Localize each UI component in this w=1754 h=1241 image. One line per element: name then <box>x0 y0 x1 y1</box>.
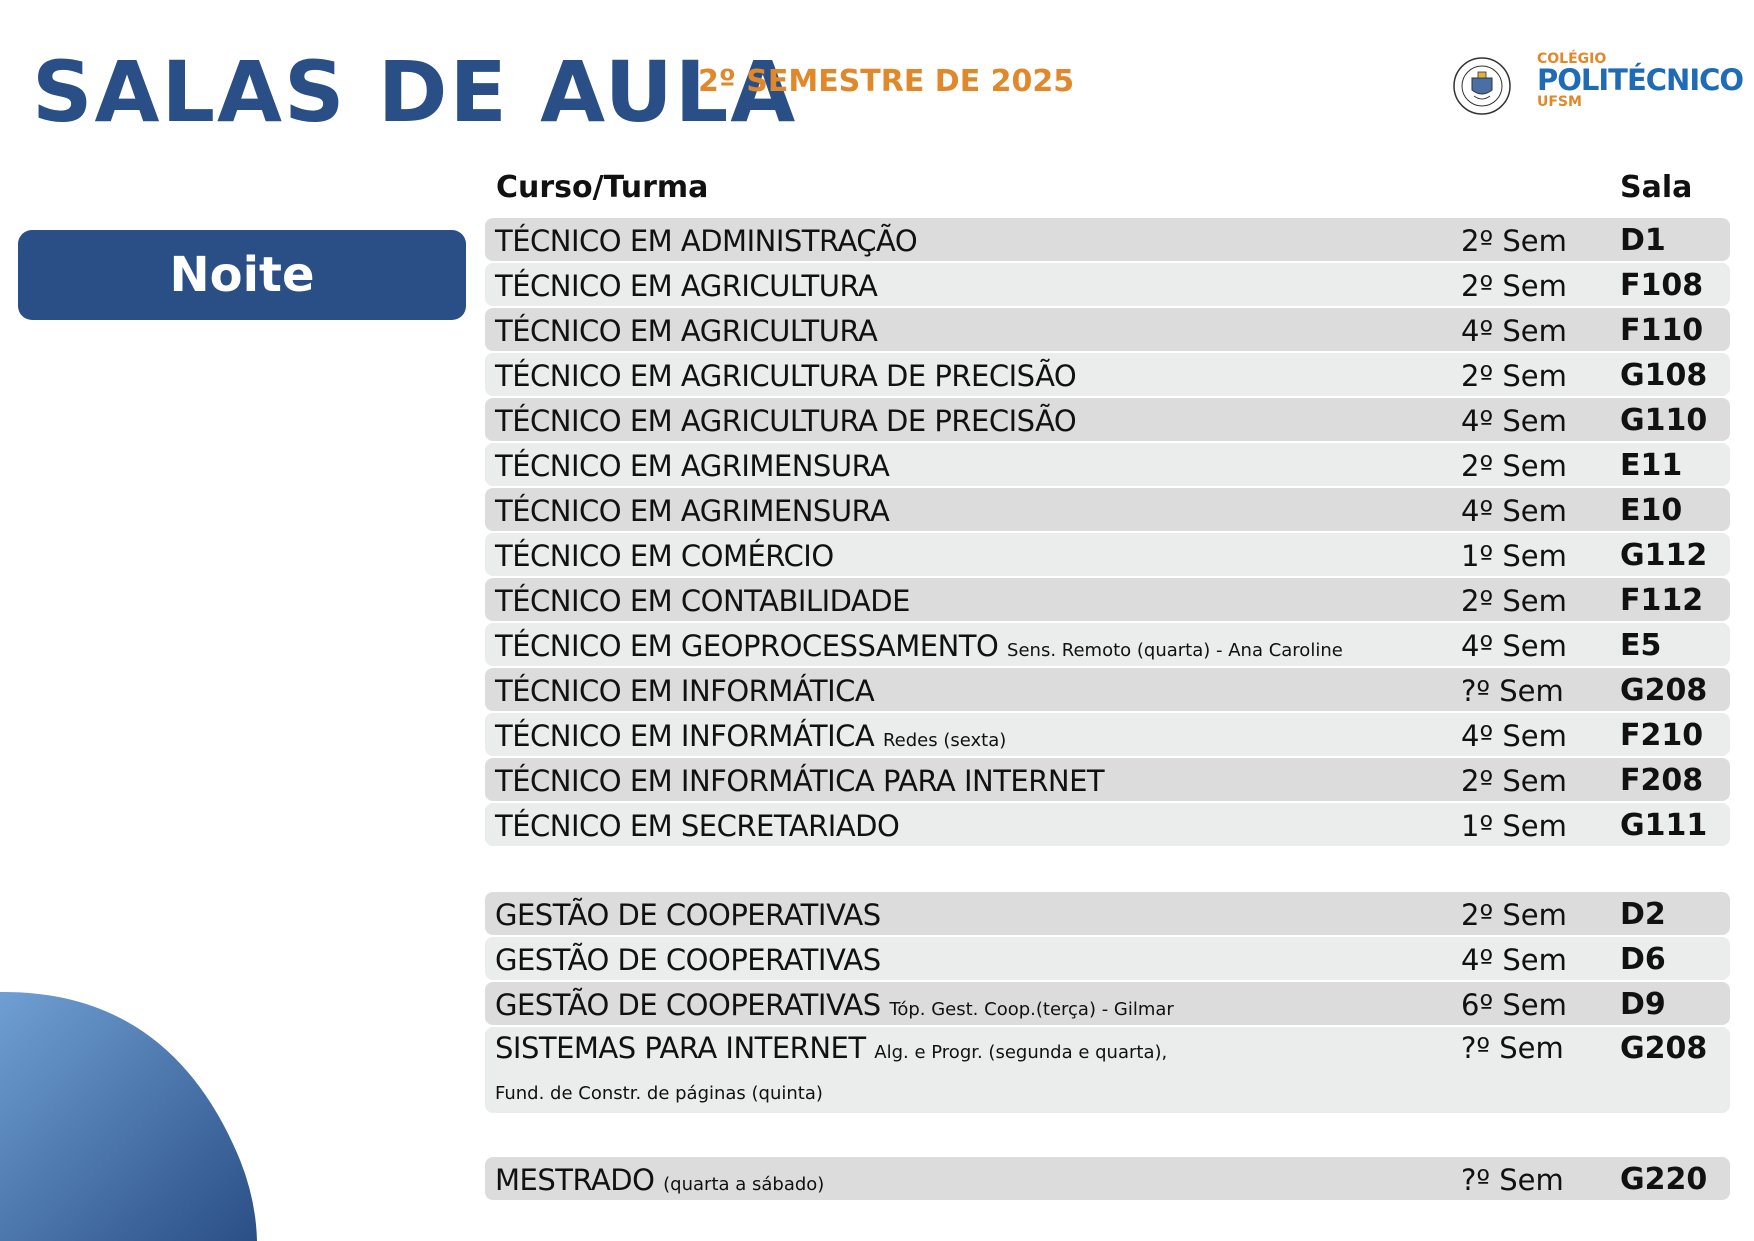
course-name <box>495 224 917 258</box>
room-code: G111 <box>1620 808 1708 843</box>
semester-label: 2º Sem <box>1461 764 1567 798</box>
semester-subtitle: 2º SEMESTRE DE 2025 <box>698 64 1075 99</box>
room-code: F112 <box>1620 583 1704 618</box>
table-row <box>485 803 1730 846</box>
course-name <box>495 314 877 348</box>
table-row <box>485 937 1730 980</box>
table-row <box>485 1027 1730 1113</box>
course-title: TÉCNICO EM CONTABILIDADE <box>495 584 910 618</box>
page-title: SALAS DE AULA <box>32 43 798 141</box>
crescent-moon-icon <box>152 938 248 1054</box>
course-title: SISTEMAS PARA INTERNET <box>495 1031 866 1065</box>
course-title: TÉCNICO EM INFORMÁTICA PARA INTERNET <box>495 764 1105 798</box>
table-row <box>485 892 1730 935</box>
course-note: Tóp. Gest. Coop.(terça) - Gilmar <box>889 999 1174 1020</box>
table-row <box>485 533 1730 576</box>
semester-label: 2º Sem <box>1461 898 1567 932</box>
room-code: F210 <box>1620 718 1704 753</box>
logo-line-politecnico: POLITÉCNICO <box>1537 63 1744 97</box>
course-title: TÉCNICO EM GEOPROCESSAMENTO <box>495 629 999 663</box>
course-title: TÉCNICO EM INFORMÁTICA <box>495 719 875 753</box>
semester-label: 1º Sem <box>1461 539 1567 573</box>
semester-label: 2º Sem <box>1461 224 1567 258</box>
course-name <box>495 988 1174 1022</box>
table-row <box>485 308 1730 351</box>
room-code: F110 <box>1620 313 1704 348</box>
course-name <box>495 629 1343 663</box>
course-name <box>495 809 899 843</box>
course-name <box>495 359 1076 393</box>
course-name <box>495 404 1076 438</box>
room-code: G208 <box>1620 1031 1708 1066</box>
room-code: E11 <box>1620 448 1683 483</box>
course-note: Redes (sexta) <box>882 730 1007 751</box>
column-header-room: Sala <box>1620 170 1693 205</box>
table-row <box>485 668 1730 711</box>
room-code: G110 <box>1620 403 1708 438</box>
semester-label: 4º Sem <box>1461 404 1567 438</box>
table-row <box>485 353 1730 396</box>
course-name <box>495 494 889 528</box>
period-badge: Noite <box>18 230 466 320</box>
ufsm-seal-icon <box>1452 56 1512 116</box>
table-row <box>485 713 1730 756</box>
room-code: F208 <box>1620 763 1704 798</box>
semester-label: 4º Sem <box>1461 943 1567 977</box>
table-row <box>485 623 1730 666</box>
course-note-continuation: Fund. de Constr. de páginas (quinta) <box>495 1083 823 1104</box>
course-title: TÉCNICO EM AGRIMENSURA <box>495 494 890 528</box>
semester-label: 2º Sem <box>1461 359 1567 393</box>
course-name <box>495 943 881 977</box>
course-title: GESTÃO DE COOPERATIVAS <box>495 898 881 932</box>
course-name <box>495 719 1006 753</box>
course-title: TÉCNICO EM AGRICULTURA <box>495 314 878 348</box>
course-title: GESTÃO DE COOPERATIVAS <box>495 988 881 1022</box>
moon-decoration <box>0 930 270 1241</box>
column-header-course: Curso/Turma <box>496 170 709 205</box>
room-code: G112 <box>1620 538 1708 573</box>
course-title: TÉCNICO EM ADMINISTRAÇÃO <box>495 224 918 258</box>
semester-label: 2º Sem <box>1461 449 1567 483</box>
table-row <box>485 443 1730 486</box>
semester-label: ?º Sem <box>1461 1163 1564 1197</box>
table-row <box>485 263 1730 306</box>
semester-label: 1º Sem <box>1461 809 1567 843</box>
course-title: TÉCNICO EM COMÉRCIO <box>495 539 834 573</box>
course-title: TÉCNICO EM INFORMÁTICA <box>495 674 875 708</box>
room-code: G220 <box>1620 1162 1708 1197</box>
room-code: D9 <box>1620 987 1666 1022</box>
table-row <box>485 982 1730 1025</box>
semester-label: 6º Sem <box>1461 988 1567 1022</box>
room-code: G108 <box>1620 358 1708 393</box>
course-name <box>495 584 910 618</box>
room-code: D1 <box>1620 223 1666 258</box>
semester-label: ?º Sem <box>1461 1031 1564 1065</box>
course-name <box>495 1031 1167 1065</box>
table-row <box>485 218 1730 261</box>
semester-label: ?º Sem <box>1461 674 1564 708</box>
course-title: TÉCNICO EM AGRICULTURA DE PRECISÃO <box>495 359 1077 393</box>
semester-label: 2º Sem <box>1461 269 1567 303</box>
room-code: D6 <box>1620 942 1666 977</box>
course-title: GESTÃO DE COOPERATIVAS <box>495 943 881 977</box>
room-code: E10 <box>1620 493 1683 528</box>
table-row <box>485 578 1730 621</box>
table-row <box>485 398 1730 441</box>
horizon-shape <box>0 992 257 1241</box>
semester-label: 4º Sem <box>1461 629 1567 663</box>
room-code: G208 <box>1620 673 1708 708</box>
semester-label: 4º Sem <box>1461 494 1567 528</box>
semester-label: 2º Sem <box>1461 584 1567 618</box>
course-note: (quarta a sábado) <box>663 1174 825 1195</box>
course-name <box>495 269 877 303</box>
course-name <box>495 449 889 483</box>
semester-label: 4º Sem <box>1461 719 1567 753</box>
logo-line-ufsm: UFSM <box>1537 94 1582 110</box>
room-code: E5 <box>1620 628 1662 663</box>
course-note: Alg. e Progr. (segunda e quarta), <box>874 1042 1168 1063</box>
room-code: F108 <box>1620 268 1704 303</box>
course-name <box>495 764 1104 798</box>
table-row <box>485 488 1730 531</box>
logo-line-colegio: COLÉGIO <box>1537 51 1607 67</box>
course-name <box>495 898 881 932</box>
course-title: TÉCNICO EM AGRIMENSURA <box>495 449 890 483</box>
course-name <box>495 674 874 708</box>
course-title: TÉCNICO EM AGRICULTURA DE PRECISÃO <box>495 404 1077 438</box>
table-row <box>485 1157 1730 1200</box>
colegio-politecnico-logo <box>1537 52 1743 109</box>
course-note: Sens. Remoto (quarta) - Ana Caroline <box>1007 640 1343 661</box>
room-code: D2 <box>1620 897 1666 932</box>
semester-label: 4º Sem <box>1461 314 1567 348</box>
course-name <box>495 1163 824 1197</box>
course-title: TÉCNICO EM AGRICULTURA <box>495 269 878 303</box>
course-title: TÉCNICO EM SECRETARIADO <box>495 809 900 843</box>
course-name <box>495 539 834 573</box>
table-row <box>485 758 1730 801</box>
course-title: MESTRADO <box>495 1163 655 1197</box>
